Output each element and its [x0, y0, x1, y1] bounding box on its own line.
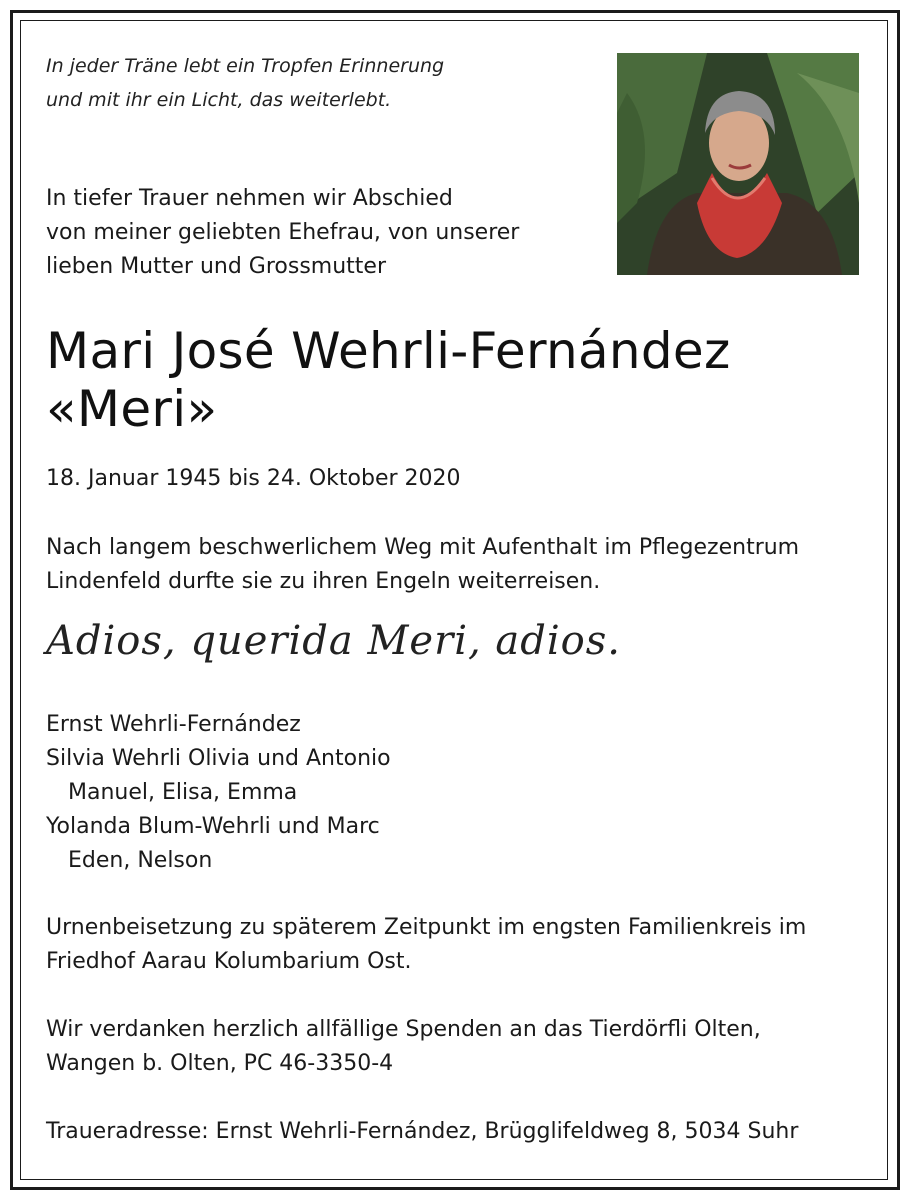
family-list: [46, 708, 391, 878]
handwritten-farewell: Adios, querida Meri, adios.: [46, 618, 621, 664]
full-name: Mari José Wehrli-Fernández: [46, 322, 731, 380]
motto-line: und mit ihr ein Licht, das weiterlebt.: [46, 89, 392, 111]
family-member: Manuel, Elisa, Emma: [68, 780, 298, 805]
donation-line: Wir verdanken herzlich allfällige Spenden an das Tierdörfli Olten,: [46, 1017, 761, 1042]
burial-info: [46, 911, 806, 979]
deceased-name: [46, 322, 731, 438]
life-dates: 18. Januar 1945 bis 24. Oktober 2020: [46, 466, 461, 491]
portrait-photo: [617, 53, 859, 275]
burial-line: Friedhof Aarau Kolumbarium Ost.: [46, 949, 412, 974]
passage-line: Lindenfeld durfte sie zu ihren Engeln weiterreisen.: [46, 569, 601, 594]
intro-line: In tiefer Trauer nehmen wir Abschied: [46, 186, 453, 211]
motto: [46, 49, 444, 117]
intro-text: [46, 182, 519, 284]
donation-info: [46, 1013, 761, 1081]
family-member: Silvia Wehrli Olivia und Antonio: [46, 746, 391, 771]
motto-line: In jeder Träne lebt ein Tropfen Erinnerung: [46, 55, 445, 77]
intro-line: von meiner geliebten Ehefrau, von unserer: [46, 220, 520, 245]
donation-line: Wangen b. Olten, PC 46-3350-4: [46, 1051, 394, 1076]
burial-line: Urnenbeisetzung zu späterem Zeitpunkt im engsten Familienkreis im: [46, 915, 807, 940]
intro-line: lieben Mutter und Grossmutter: [46, 254, 386, 279]
passage-line: Nach langem beschwerlichem Weg mit Aufenthalt im Pflegezentrum: [46, 535, 800, 560]
portrait-image: [617, 53, 859, 275]
family-member: Eden, Nelson: [68, 848, 213, 873]
nickname: «Meri»: [46, 380, 218, 438]
passage-text: [46, 531, 799, 599]
family-member: Ernst Wehrli-Fernández: [46, 712, 301, 737]
mourning-address: Traueradresse: Ernst Wehrli-Fernández, Brügglifeldweg 8, 5034 Suhr: [46, 1119, 799, 1144]
family-member: Yolanda Blum-Wehrli und Marc: [46, 814, 380, 839]
